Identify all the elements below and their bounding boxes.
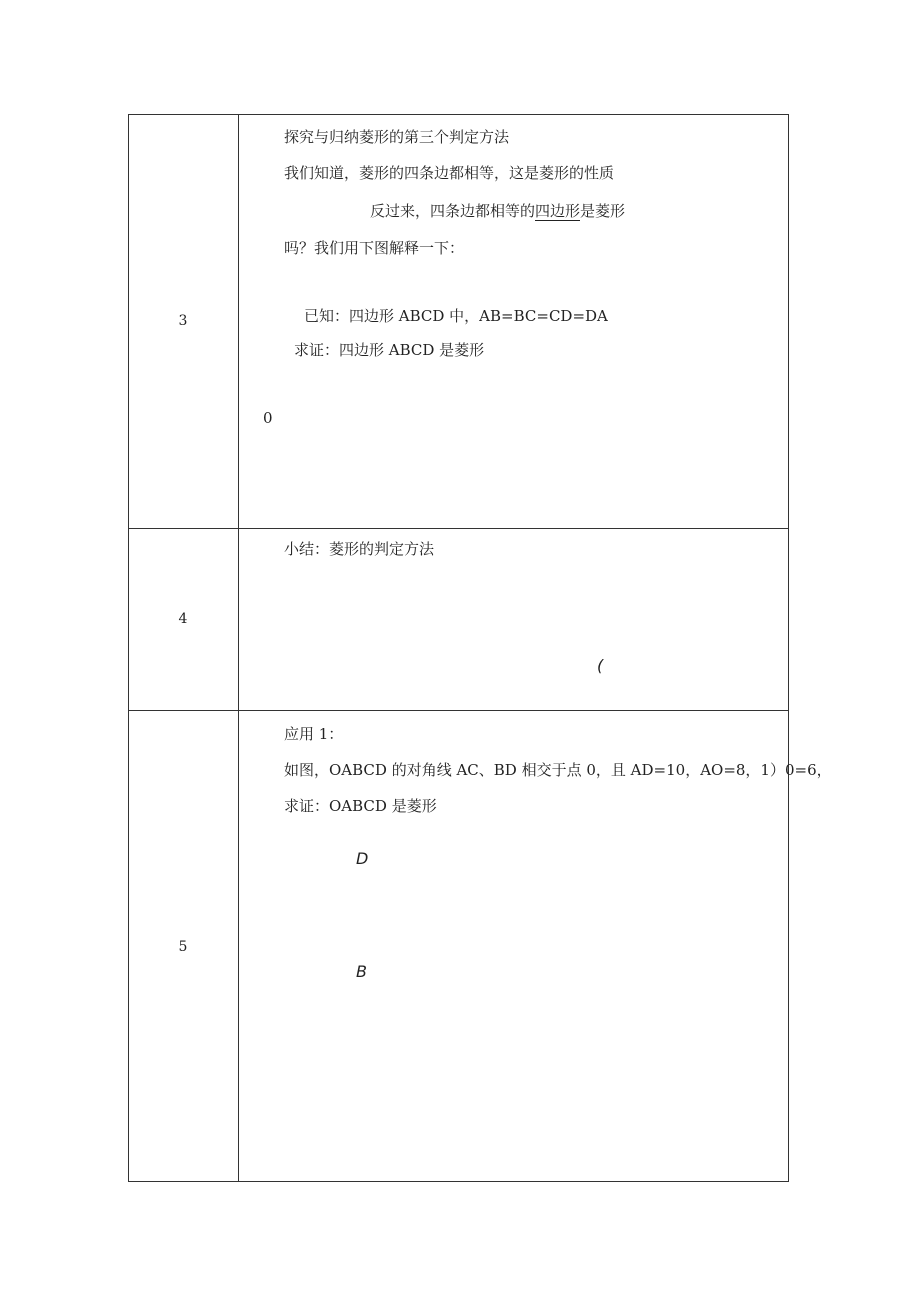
row-number-4: 4	[178, 611, 188, 627]
row3-line-2: 我们知道，菱形的四条边都相等，这是菱形的性质	[284, 164, 615, 182]
row5-prove: 求证：OABCD 是菱形	[284, 797, 437, 815]
row3-line-3	[370, 202, 625, 220]
figure-label-d: D	[356, 849, 369, 868]
lesson-table	[128, 114, 789, 1182]
row-number-5: 5	[178, 939, 188, 955]
row5-problem: 如图，OABCD 的对角线 AC、BD 相交于点 0，且 AD=10，AO=8，1）0=6，	[284, 761, 832, 779]
row3-prove: 求证：四边形 ABCD 是菱形	[294, 341, 485, 359]
figure-label-b: B	[356, 962, 367, 981]
row-number-3: 3	[178, 313, 188, 329]
row5-heading: 应用 1：	[284, 725, 344, 743]
row4-summary: 小结：菱形的判定方法	[284, 540, 435, 558]
row-divider-4-5	[128, 710, 789, 711]
row3-line-3b: 是菱形	[580, 202, 626, 220]
row3-line-4: 吗？我们用下图解释一下：	[284, 239, 465, 257]
row3-underlined-term: 四边形	[535, 202, 581, 220]
row3-heading: 探究与归纳菱形的第三个判定方法	[284, 128, 510, 146]
column-divider	[238, 114, 239, 1182]
row3-given: 已知：四边形 ABCD 中，AB=BC=CD=DA	[304, 307, 608, 325]
row3-figure-label: 0	[263, 409, 273, 427]
row3-line-3a: 反过来，四条边都相等的	[370, 202, 536, 220]
row4-mark: (	[597, 656, 604, 675]
row-divider-3-4	[128, 528, 789, 529]
